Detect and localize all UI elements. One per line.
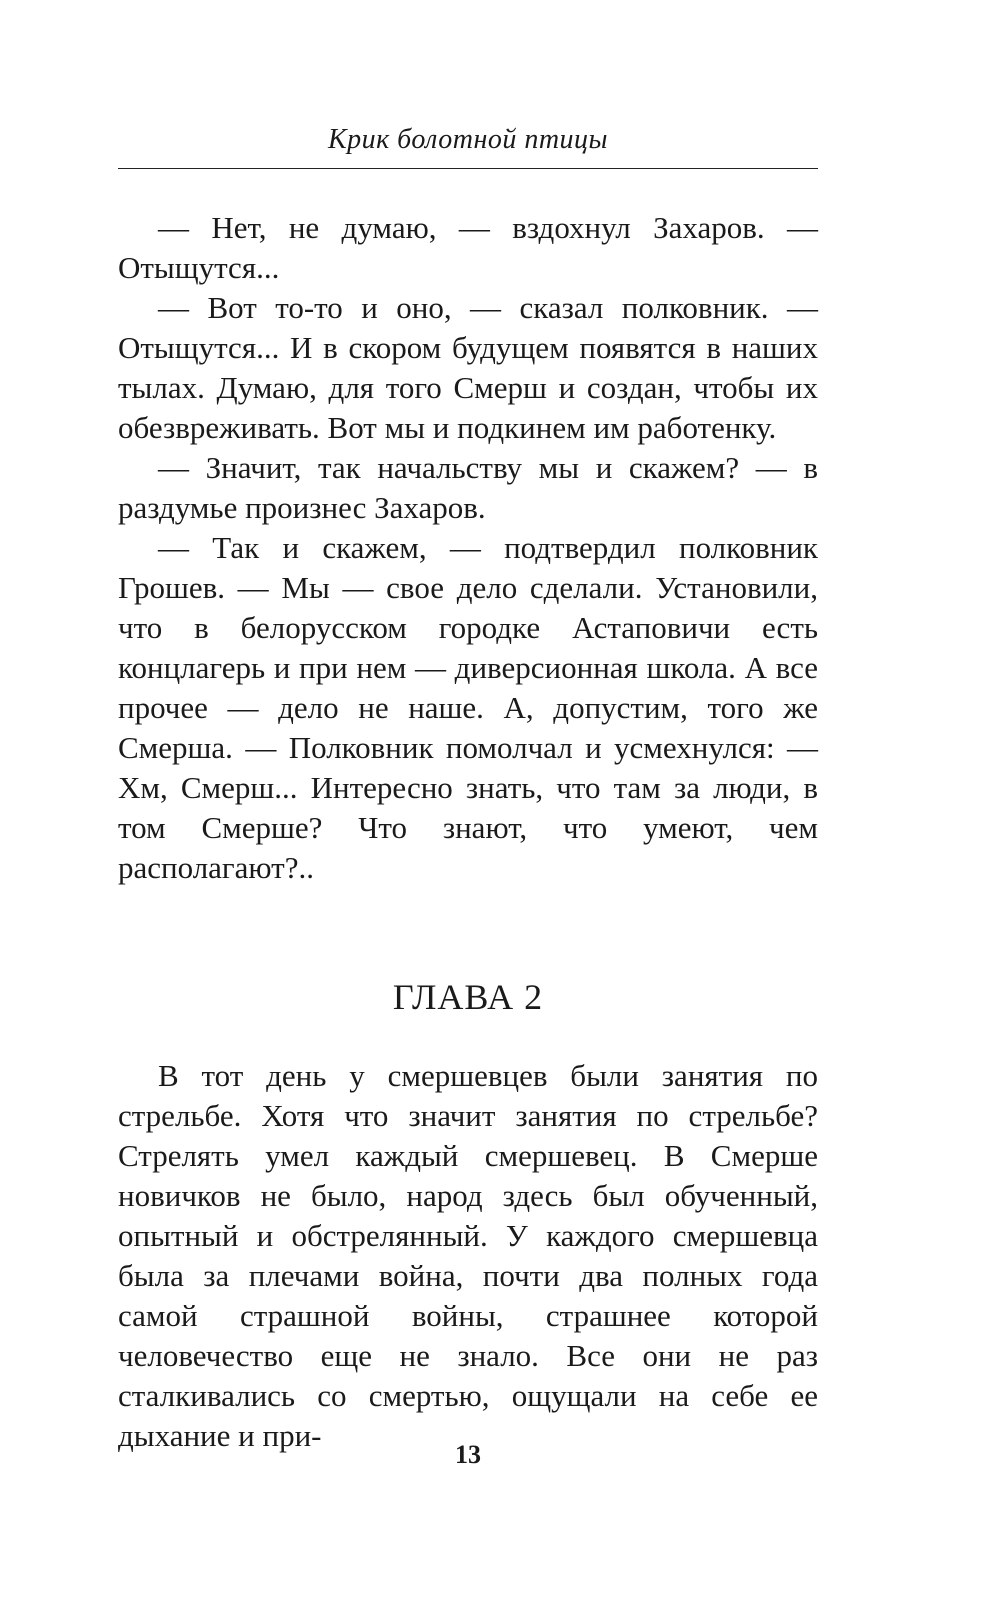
text-block-before-chapter bbox=[118, 208, 818, 888]
header-rule bbox=[118, 168, 818, 169]
chapter-heading: ГЛАВА 2 bbox=[392, 977, 544, 1017]
text-block-chapter bbox=[118, 1056, 818, 1456]
page-number: 13 bbox=[455, 1440, 481, 1469]
paragraph: — Вот то-то и оно, — сказал полковник. — Отыщутся... И в скором будущем появятся в наших тылах. Думаю, для того Смерш и создан, чтобы их обезвреживать. Вот мы и подкинем им работенку. bbox=[118, 290, 818, 445]
paragraph: — Значит, так начальству мы и скажем? — в раздумье произнес Захаров. bbox=[118, 450, 818, 525]
paragraph: В тот день у смершевцев были занятия по стрельбе. Хотя что значит занятия по стрельбе? Стрелять умел каждый смершевец. В Смерше новичков не было, народ здесь был обученный, опытный и обстрелянный. У каждого смершевца была за плечами война, почти два полных года самой страшной войны, страшнее которой человечество еще не знало. Все они не раз сталкивались со смертью, ощущали на себе ее дыхание и при- bbox=[118, 1058, 818, 1453]
running-title: Крик болотной птицы bbox=[327, 124, 609, 155]
paragraph: — Так и скажем, — подтвердил полковник Грошев. — Мы — свое дело сделали. Установили, что в белорусском городке Астаповичи есть концлагерь и при нем — диверсионная школа. А все прочее — дело не наше. А, допустим, того же Смерша. — Полковник помолчал и усмехнулся: — Хм, Смерш... Интересно знать, что там за люди, в том Смерше? Что знают, что умеют, чем располагают?.. bbox=[118, 530, 818, 885]
paragraph: — Нет, не думаю, — вздохнул Захаров. — Отыщутся... bbox=[118, 210, 818, 285]
